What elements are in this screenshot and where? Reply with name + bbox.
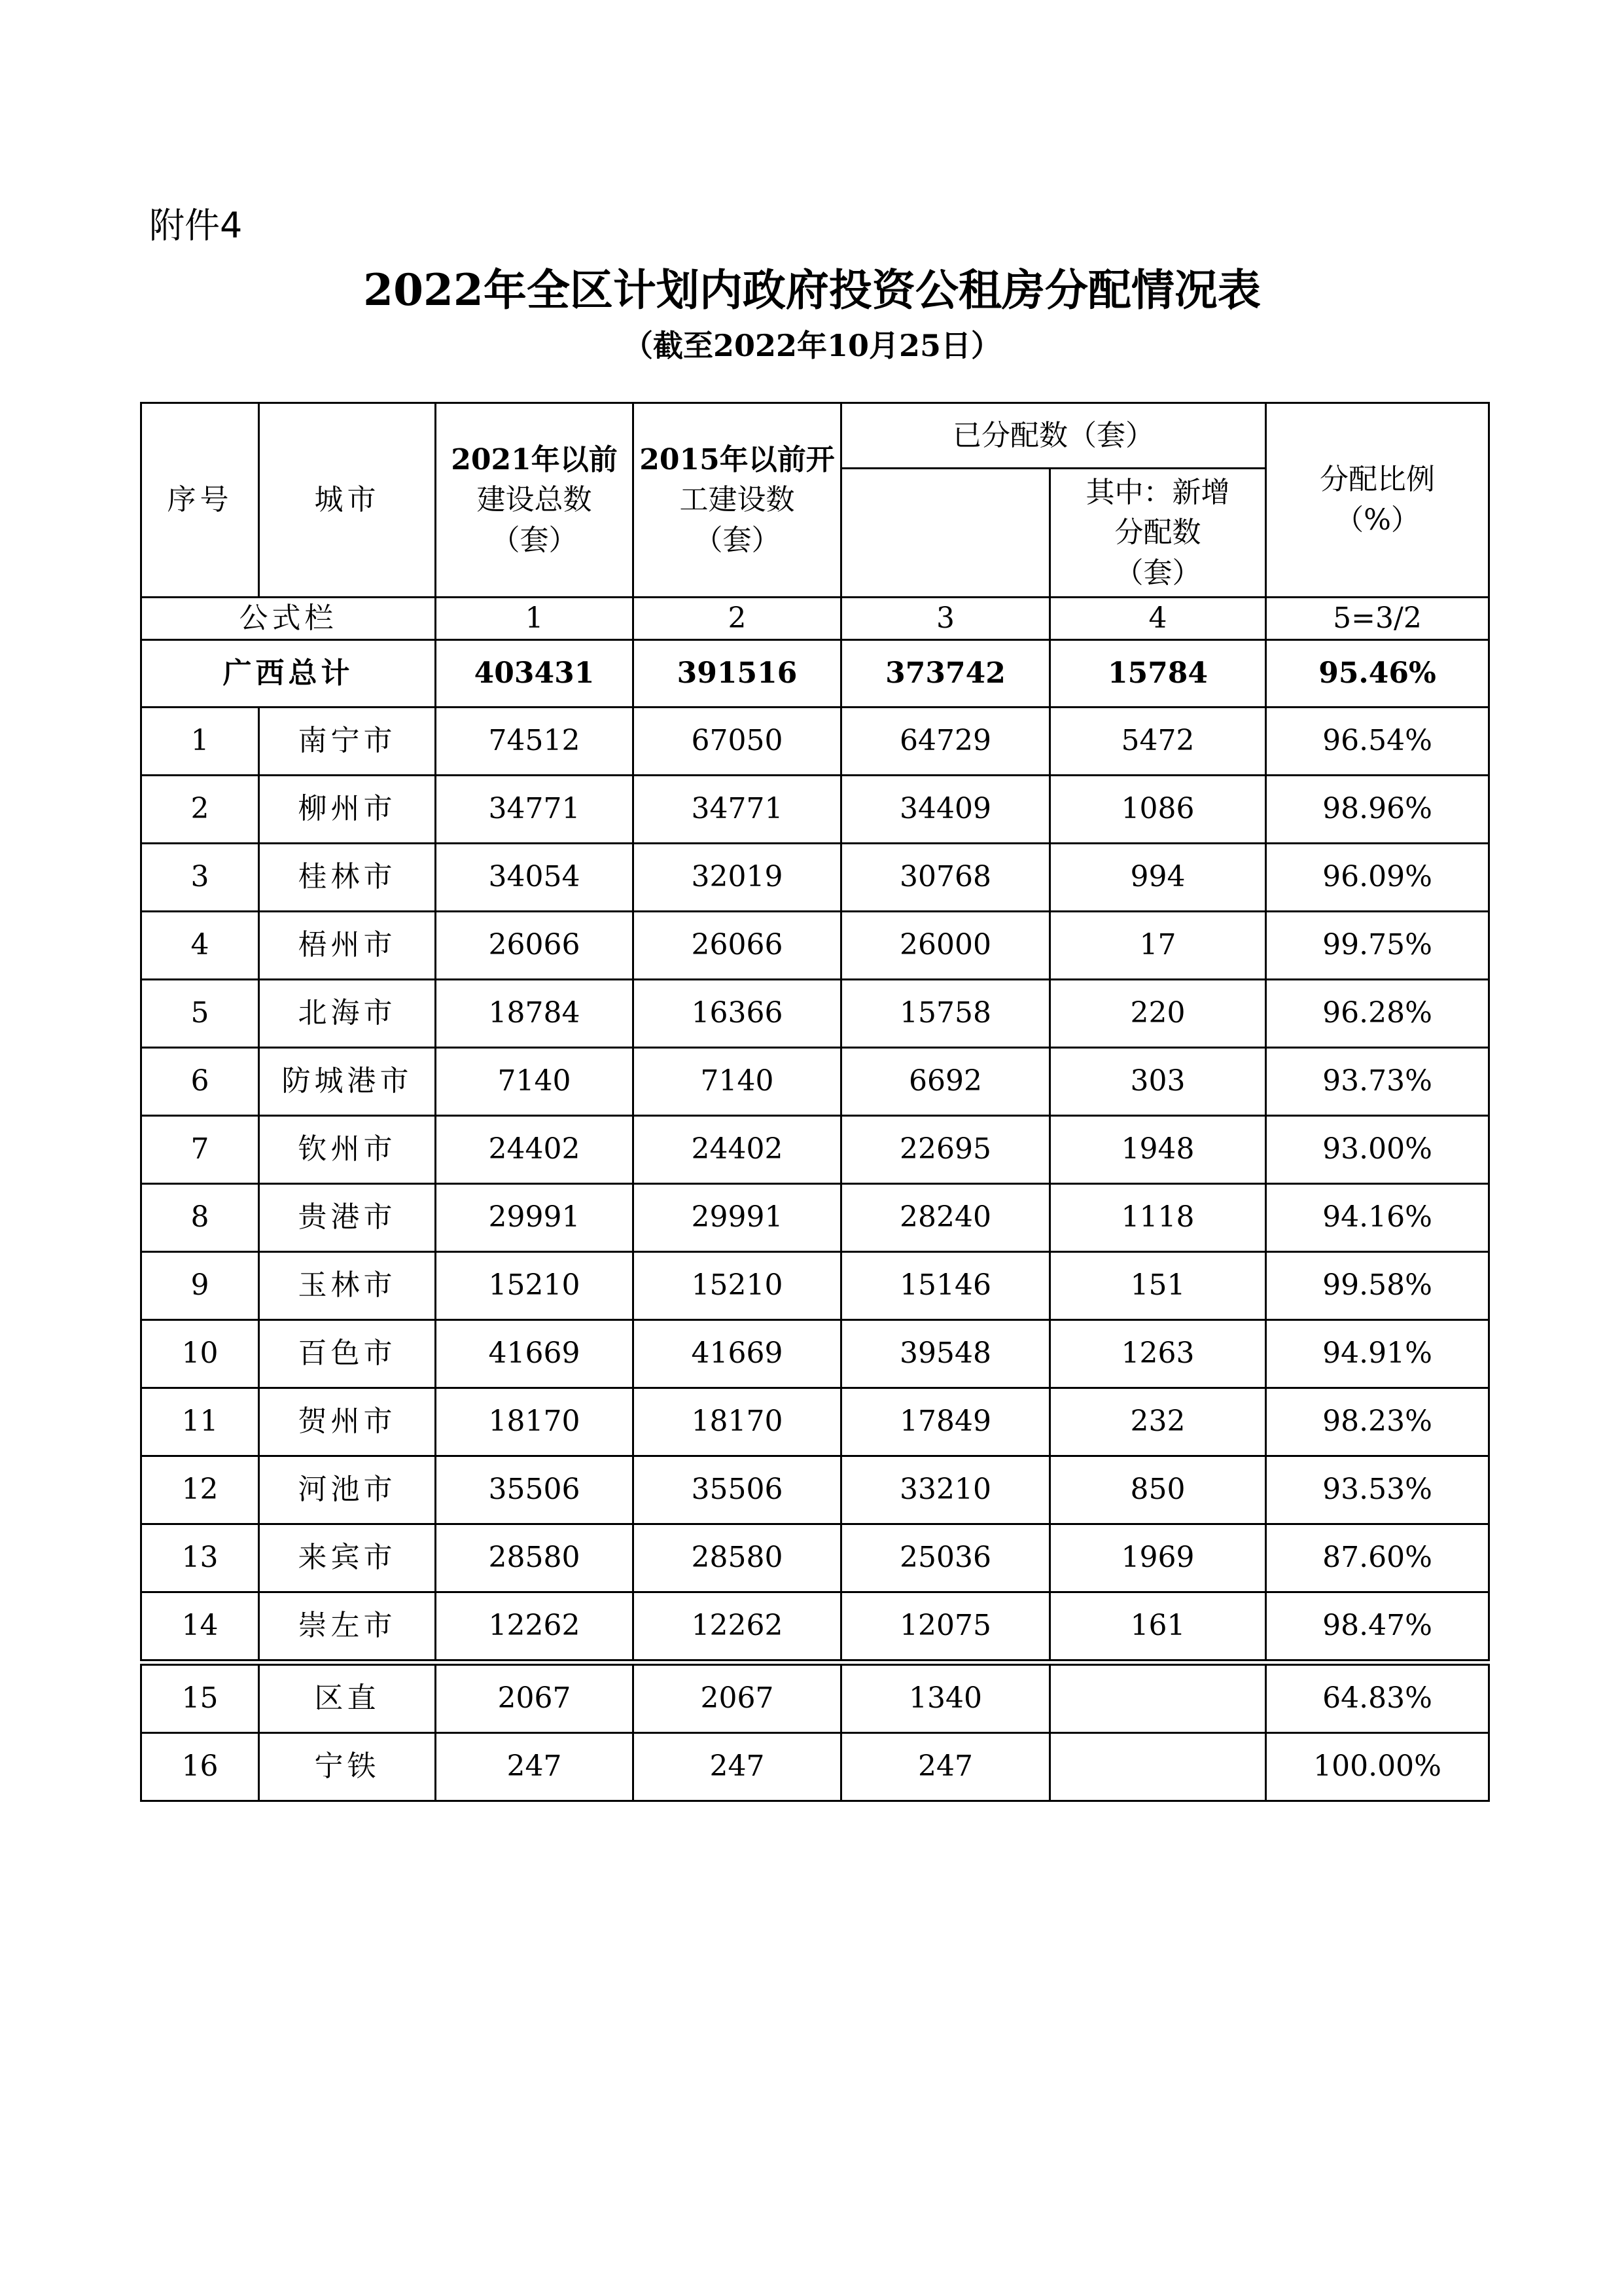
row-new-allocation: 1263 [1050,1319,1266,1388]
row-new-allocation [1050,1662,1266,1733]
document-subtitle: （截至2022年10月25日） [622,328,1002,363]
row-allocated: 15758 [841,979,1050,1047]
row-started-before-2015: 41669 [633,1319,841,1388]
row-allocated: 22695 [841,1115,1050,1183]
total-label: 广西总计 [141,639,436,707]
row-new-allocation: 151 [1050,1251,1266,1319]
header-new-allocation-line1: 其中：新增 [1086,475,1230,509]
row-started-before-2015: 12262 [633,1592,841,1662]
header-total-before-2021-line1: 2021年以前 [451,442,618,476]
row-seq: 9 [141,1251,259,1319]
row-city: 崇左市 [259,1592,436,1662]
table-row [141,979,1489,1047]
row-total-before-2021: 34054 [436,843,633,911]
table-row [141,843,1489,911]
row-seq: 4 [141,911,259,979]
formula-row [141,598,1489,640]
row-total-before-2021: 41669 [436,1319,633,1388]
row-ratio: 98.47% [1266,1592,1489,1662]
total-cell: 403431 [436,639,633,707]
header-allocated: 已分配数（套） [841,403,1266,469]
row-new-allocation: 220 [1050,979,1266,1047]
header-ratio-line1: 分配比例 [1320,463,1435,497]
header-started-before-2015-line3: （套） [694,523,781,557]
row-seq: 10 [141,1319,259,1388]
row-ratio: 93.00% [1266,1115,1489,1183]
header-total-before-2021-line2: 建设总数 [476,483,592,517]
row-started-before-2015: 15210 [633,1251,841,1319]
row-new-allocation: 850 [1050,1456,1266,1524]
header-city: 城市 [259,403,436,598]
table-row [141,1592,1489,1662]
row-new-allocation: 303 [1050,1047,1266,1115]
row-total-before-2021: 35506 [436,1456,633,1524]
row-allocated: 26000 [841,911,1050,979]
header-total-before-2021-line3: （套） [491,523,578,557]
row-total-before-2021: 24402 [436,1115,633,1183]
row-seq: 14 [141,1592,259,1662]
row-city: 贺州市 [259,1388,436,1456]
row-allocated: 12075 [841,1592,1050,1662]
row-total-before-2021: 34771 [436,775,633,843]
row-total-before-2021: 15210 [436,1251,633,1319]
row-city: 梧州市 [259,911,436,979]
row-ratio: 94.91% [1266,1319,1489,1388]
row-total-before-2021: 29991 [436,1183,633,1251]
table-row [141,1524,1489,1592]
row-city: 贵港市 [259,1183,436,1251]
total-cell: 391516 [633,639,841,707]
row-seq: 6 [141,1047,259,1115]
row-started-before-2015: 67050 [633,707,841,775]
total-cell: 373742 [841,639,1050,707]
row-new-allocation: 5472 [1050,707,1266,775]
row-total-before-2021: 26066 [436,911,633,979]
header-allocated-blank [841,469,1050,598]
header-new-allocation-line2: 分配数 [1114,516,1201,550]
row-started-before-2015: 18170 [633,1388,841,1456]
total-cell: 15784 [1050,639,1266,707]
row-city: 桂林市 [259,843,436,911]
table-row [141,1251,1489,1319]
formula-label: 公式栏 [141,598,436,640]
row-allocated: 33210 [841,1456,1050,1524]
table-row [141,1662,1489,1733]
row-new-allocation: 1948 [1050,1115,1266,1183]
table-row [141,911,1489,979]
row-allocated: 64729 [841,707,1050,775]
row-allocated: 247 [841,1732,1050,1801]
row-seq: 3 [141,843,259,911]
row-seq: 15 [141,1662,259,1733]
table-row [141,1047,1489,1115]
row-city: 玉林市 [259,1251,436,1319]
row-total-before-2021: 18170 [436,1388,633,1456]
row-started-before-2015: 35506 [633,1456,841,1524]
row-started-before-2015: 7140 [633,1047,841,1115]
row-allocated: 28240 [841,1183,1050,1251]
row-new-allocation: 1118 [1050,1183,1266,1251]
row-city: 防城港市 [259,1047,436,1115]
table-row [141,1115,1489,1183]
row-seq: 5 [141,979,259,1047]
table-row [141,1732,1489,1801]
row-city: 区直 [259,1662,436,1733]
row-city: 钦州市 [259,1115,436,1183]
total-cell: 95.46% [1266,639,1489,707]
header-total-before-2021 [436,403,633,598]
row-city: 百色市 [259,1319,436,1388]
row-ratio: 96.28% [1266,979,1489,1047]
row-total-before-2021: 2067 [436,1662,633,1733]
row-city: 北海市 [259,979,436,1047]
row-new-allocation: 994 [1050,843,1266,911]
row-allocated: 30768 [841,843,1050,911]
row-new-allocation: 232 [1050,1388,1266,1456]
row-city: 宁铁 [259,1732,436,1801]
row-started-before-2015: 34771 [633,775,841,843]
document-title: 2022年全区计划内政府投资公租房分配情况表 [363,264,1261,315]
row-allocated: 15146 [841,1251,1050,1319]
formula-cell: 3 [841,598,1050,640]
row-city: 来宾市 [259,1524,436,1592]
row-started-before-2015: 16366 [633,979,841,1047]
row-ratio: 99.58% [1266,1251,1489,1319]
header-ratio [1266,403,1489,598]
row-allocated: 39548 [841,1319,1050,1388]
row-started-before-2015: 26066 [633,911,841,979]
row-allocated: 17849 [841,1388,1050,1456]
table-row [141,1319,1489,1388]
header-new-allocation-line3: （套） [1114,556,1201,590]
row-city: 河池市 [259,1456,436,1524]
row-new-allocation [1050,1732,1266,1801]
row-new-allocation: 17 [1050,911,1266,979]
allocation-table [140,402,1490,1802]
formula-cell: 5=3/2 [1266,598,1489,640]
row-seq: 7 [141,1115,259,1183]
row-allocated: 34409 [841,775,1050,843]
row-started-before-2015: 28580 [633,1524,841,1592]
row-ratio: 93.53% [1266,1456,1489,1524]
table-row [141,1456,1489,1524]
row-ratio: 99.75% [1266,911,1489,979]
row-started-before-2015: 2067 [633,1662,841,1733]
row-total-before-2021: 12262 [436,1592,633,1662]
row-city: 南宁市 [259,707,436,775]
row-allocated: 1340 [841,1662,1050,1733]
row-started-before-2015: 247 [633,1732,841,1801]
attachment-label: 附件4 [149,205,243,246]
row-seq: 13 [141,1524,259,1592]
row-started-before-2015: 29991 [633,1183,841,1251]
row-seq: 12 [141,1456,259,1524]
row-ratio: 94.16% [1266,1183,1489,1251]
header-seq: 序号 [141,403,259,598]
row-allocated: 6692 [841,1047,1050,1115]
row-seq: 2 [141,775,259,843]
row-ratio: 98.96% [1266,775,1489,843]
row-seq: 8 [141,1183,259,1251]
row-seq: 1 [141,707,259,775]
table-row [141,1388,1489,1456]
row-total-before-2021: 74512 [436,707,633,775]
row-started-before-2015: 24402 [633,1115,841,1183]
row-ratio: 64.83% [1266,1662,1489,1733]
row-total-before-2021: 7140 [436,1047,633,1115]
header-ratio-line2: （%） [1335,503,1420,537]
row-seq: 16 [141,1732,259,1801]
formula-cell: 2 [633,598,841,640]
header-started-before-2015-line1: 2015年以前开 [639,442,835,476]
row-ratio: 96.54% [1266,707,1489,775]
table-row [141,707,1489,775]
header-started-before-2015-line2: 工建设数 [679,483,795,517]
row-started-before-2015: 32019 [633,843,841,911]
row-ratio: 96.09% [1266,843,1489,911]
row-total-before-2021: 28580 [436,1524,633,1592]
row-total-before-2021: 247 [436,1732,633,1801]
row-new-allocation: 1969 [1050,1524,1266,1592]
formula-cell: 4 [1050,598,1266,640]
header-new-allocation [1050,469,1266,598]
row-city: 柳州市 [259,775,436,843]
row-new-allocation: 1086 [1050,775,1266,843]
row-new-allocation: 161 [1050,1592,1266,1662]
formula-cell: 1 [436,598,633,640]
row-ratio: 98.23% [1266,1388,1489,1456]
row-ratio: 100.00% [1266,1732,1489,1801]
row-total-before-2021: 18784 [436,979,633,1047]
row-ratio: 93.73% [1266,1047,1489,1115]
row-ratio: 87.60% [1266,1524,1489,1592]
table-row [141,1183,1489,1251]
table-row [141,775,1489,843]
row-seq: 11 [141,1388,259,1456]
row-allocated: 25036 [841,1524,1050,1592]
header-started-before-2015 [633,403,841,598]
total-row [141,639,1489,707]
